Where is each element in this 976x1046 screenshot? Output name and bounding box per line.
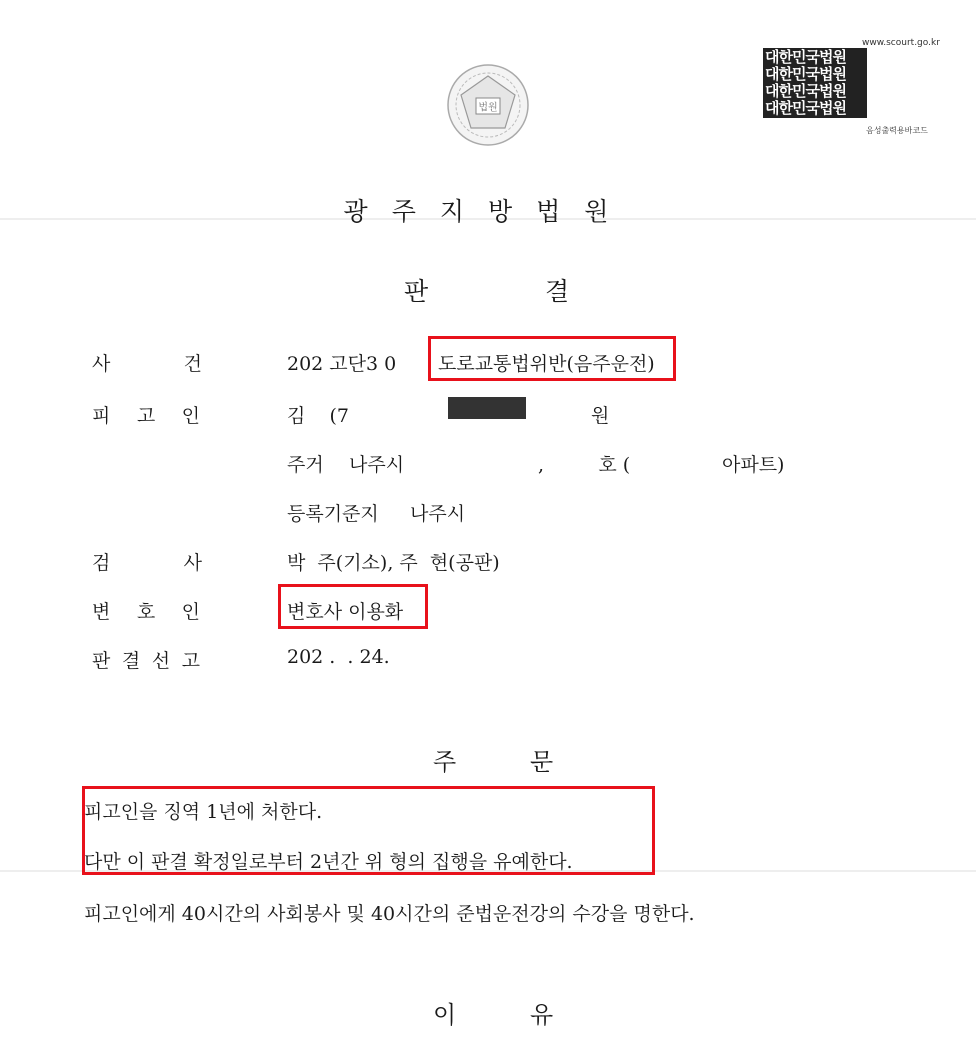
counsel-label: 변 호 인 xyxy=(92,601,200,623)
address-city: 나주시 xyxy=(349,454,405,476)
highlight-box xyxy=(428,336,676,381)
counsel-value: 변호사 이용화 xyxy=(287,601,404,623)
court-url: www.scourt.go.kr xyxy=(862,38,940,48)
address-label: 주거 xyxy=(287,454,324,476)
court-name: 광주지방법원 xyxy=(343,197,633,226)
stamp-line: 대한민국법원 xyxy=(765,65,846,83)
doc-title-char: 판 xyxy=(404,277,429,306)
court-seal-icon xyxy=(445,62,531,148)
highlight-box xyxy=(82,786,655,875)
redaction-bar xyxy=(448,397,526,419)
defendant-name: 김 (7 xyxy=(287,405,350,427)
prosecutor-value: 박 주(기소), 주 현(공판) xyxy=(287,552,500,574)
doc-title-char: 결 xyxy=(545,277,570,306)
highlight-box xyxy=(278,584,428,629)
registered-label: 등록기준지 xyxy=(287,503,379,525)
order-line: 피고인에게 40시간의 사회봉사 및 40시간의 준법운전강의 수강을 명한다. xyxy=(84,903,695,925)
verdict-date-label: 판 결 선 고 xyxy=(92,650,200,672)
case-number: 202 고단3 0 xyxy=(287,353,397,375)
registered-city: 나주시 xyxy=(410,503,466,525)
stamp-line: 대한민국법원 xyxy=(765,99,846,117)
address-apartment: 아파트) xyxy=(722,454,785,476)
defendant-label: 피 고 인 xyxy=(92,405,200,427)
stamp-line: 대한민국법원 xyxy=(765,82,846,100)
order-line: 다만 이 판결 확정일로부터 2년간 위 형의 집행을 유예한다. xyxy=(84,851,573,873)
order-line: 피고인을 징역 1년에 처한다. xyxy=(84,801,323,823)
reason-heading-char: 유 xyxy=(530,1001,554,1029)
barcode-caption: 음성출력용바코드 xyxy=(866,126,928,135)
case-charge: 도로교통법위반(음주운전) xyxy=(438,353,655,375)
reason-heading-char: 이 xyxy=(433,1001,457,1029)
verdict-date-value: 202 . . 24. xyxy=(287,646,390,668)
case-label: 사 건 xyxy=(92,353,202,375)
seal-text: 법원 xyxy=(478,102,498,114)
defendant-name-tail: 원 xyxy=(591,405,610,427)
stamp-line: 대한민국법원 xyxy=(765,48,846,66)
prosecutor-label: 검 사 xyxy=(92,552,202,574)
address-unit: , 호 ( xyxy=(538,454,631,476)
order-heading-char: 주 xyxy=(433,748,457,776)
order-heading-char: 문 xyxy=(530,748,554,776)
